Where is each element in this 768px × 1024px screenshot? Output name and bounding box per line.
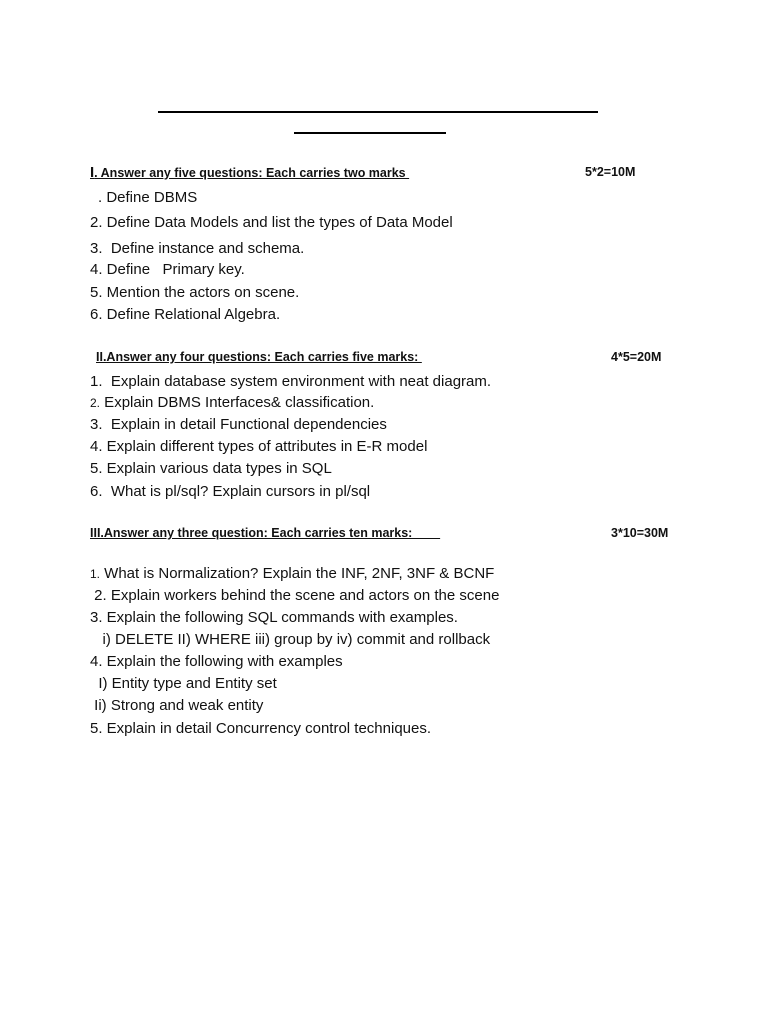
section-1-question: . Define DBMS	[98, 189, 198, 206]
section-3-marks: 3*10=30M	[611, 526, 669, 540]
section-2-marks: 4*5=20M	[611, 350, 662, 364]
question-number: 1.	[90, 567, 101, 581]
section-3-question: 2. Explain workers behind the scene and actors on the scene	[90, 587, 500, 604]
section-1-question: 2. Define Data Models and list the types of Data Model	[90, 214, 453, 231]
section-3-question: 4. Explain the following with examples	[90, 653, 343, 670]
section-2-question	[90, 394, 374, 411]
section-2-question: 5. Explain various data types in SQL	[90, 460, 332, 477]
section-3-heading: III.Answer any three question: Each carries ten marks:	[90, 526, 441, 540]
section-1-marks: 5*2=10M	[585, 165, 636, 179]
section-1-question: 5. Mention the actors on scene.	[90, 284, 300, 301]
section-2-question: 3. Explain in detail Functional dependencies	[90, 416, 387, 433]
section-1-question: 6. Define Relational Algebra.	[90, 306, 281, 323]
section-1-heading	[90, 164, 409, 181]
section-1-heading-text: . Answer any five questions: Each carries two marks	[94, 166, 410, 180]
section-2-heading: II.Answer any four questions: Each carries five marks:	[96, 350, 422, 364]
section-3-question: I) Entity type and Entity set	[90, 675, 277, 692]
section-3-question	[90, 565, 494, 582]
question-text: Explain DBMS Interfaces& classification.	[100, 394, 375, 411]
section-2-question: 6. What is pl/sql? Explain cursors in pl/sql	[90, 483, 371, 500]
section-1-question: 3. Define instance and schema.	[90, 240, 305, 257]
section-3-question: i) DELETE II) WHERE iii) group by iv) commit and rollback	[90, 631, 491, 648]
section-1-roman: I	[90, 164, 95, 181]
section-3-question: 3. Explain the following SQL commands with examples.	[90, 609, 458, 626]
subtitle-blank-line	[294, 132, 446, 134]
section-2-question: 4. Explain different types of attributes in E-R model	[90, 438, 428, 455]
section-2-question: 1. Explain database system environment with neat diagram.	[90, 373, 492, 390]
section-3-question: Ii) Strong and weak entity	[90, 697, 264, 714]
title-blank-line	[158, 111, 598, 113]
section-3-question: 5. Explain in detail Concurrency control techniques.	[90, 720, 432, 737]
section-1-question: 4. Define Primary key.	[90, 261, 245, 278]
question-text: What is Normalization? Explain the INF, 2NF, 3NF & BCNF	[100, 565, 495, 582]
question-number: 2.	[90, 396, 101, 410]
